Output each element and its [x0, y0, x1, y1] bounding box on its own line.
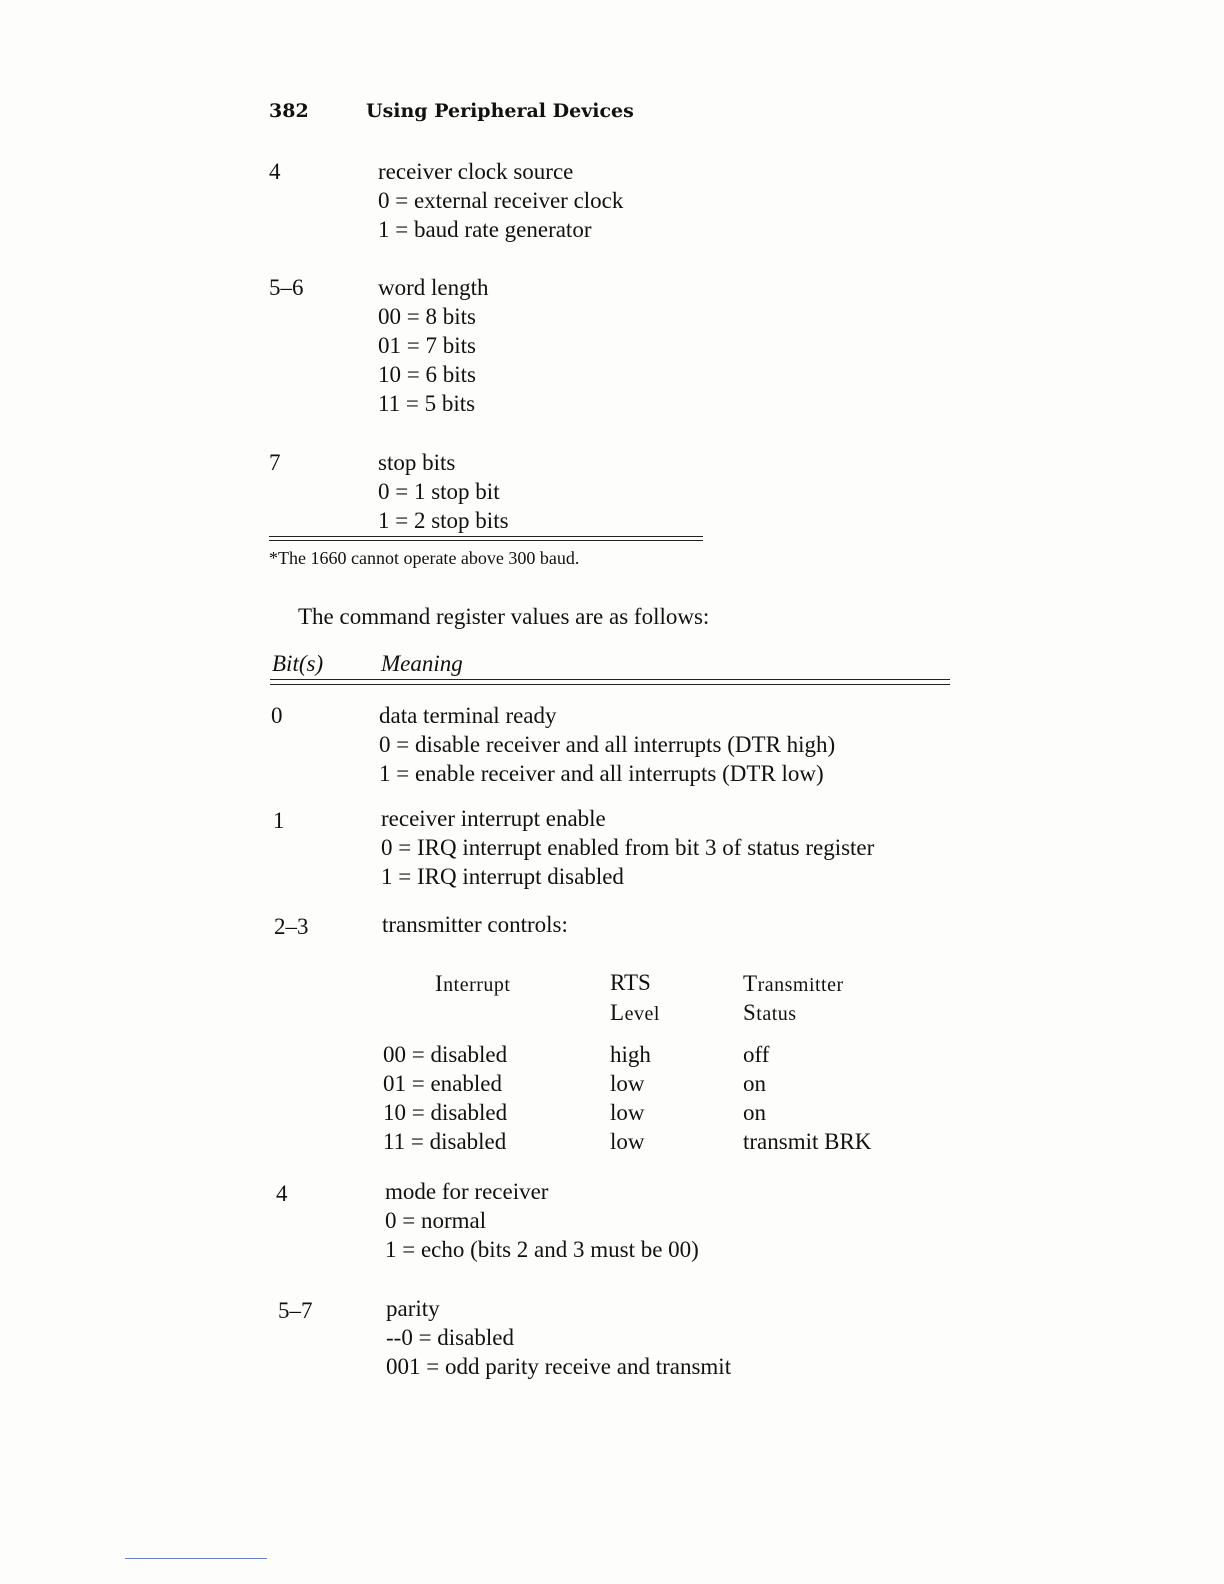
subtable-header-level: Level — [610, 1000, 660, 1025]
footnote: *The 1660 cannot operate above 300 baud. — [269, 548, 580, 568]
cmd-bit-2-3-description: transmitter controls: — [382, 912, 568, 937]
cmd-bit-5-7-description: parity --0 = disabled 001 = odd parity receive and transmit — [386, 1296, 732, 1379]
cmd-bit-label-0: 0 — [271, 703, 283, 728]
bit-7-description: stop bits 0 = 1 stop bit 1 = 2 stop bits — [378, 450, 509, 533]
bit-label-7: 7 — [269, 450, 281, 475]
cmd-bit-label-2-3: 2–3 — [274, 914, 309, 939]
cmd-bit-label-1: 1 — [273, 808, 285, 833]
subtable-header-interrupt: Interrupt — [435, 971, 511, 996]
header-rule — [270, 679, 950, 680]
subtable-header-rts: RTS — [610, 970, 651, 995]
bottom-edge-mark — [125, 1558, 267, 1559]
bit-label-4: 4 — [269, 159, 281, 184]
bit-5-6-description: word length 00 = 8 bits 01 = 7 bits 10 = 6 bits 11 = 5 bits — [378, 275, 489, 416]
subtable-interrupt-column: 00 = disabled 01 = enabled 10 = disabled 11 = disabled — [383, 1042, 508, 1154]
cmd-bit-1-description: receiver interrupt enable 0 = IRQ interrupt enabled from bit 3 of status register 1 = IRQ interrupt disabled — [381, 806, 875, 889]
column-header-bits: Bit(s) — [272, 651, 324, 676]
bit-label-5-6: 5–6 — [269, 275, 304, 300]
subtable-header-transmitter: Transmitter — [743, 971, 844, 996]
bit-4-description: receiver clock source 0 = external receiver clock 1 = baud rate generator — [378, 159, 624, 242]
page-number: 382 — [269, 100, 309, 122]
subtable-header-status: Status — [743, 1000, 797, 1025]
cmd-bit-0-description: data terminal ready 0 = disable receiver and all interrupts (DTR high) 1 = enable receiver and all interrupts (DTR low) — [379, 703, 836, 786]
cmd-bit-label-4: 4 — [276, 1181, 288, 1206]
intro-text: The command register values are as follows: — [298, 604, 710, 629]
running-title: Using Peripheral Devices — [366, 100, 634, 122]
header-rule-2 — [270, 684, 950, 685]
subtable-status-column: off on on transmit BRK — [743, 1042, 872, 1154]
table-end-rule — [269, 536, 703, 537]
table-end-rule-2 — [269, 540, 703, 541]
subtable-rts-column: high low low low — [610, 1042, 651, 1154]
column-header-meaning: Meaning — [381, 651, 463, 676]
cmd-bit-4-description: mode for receiver 0 = normal 1 = echo (bits 2 and 3 must be 00) — [385, 1179, 699, 1262]
cmd-bit-label-5-7: 5–7 — [278, 1298, 313, 1323]
